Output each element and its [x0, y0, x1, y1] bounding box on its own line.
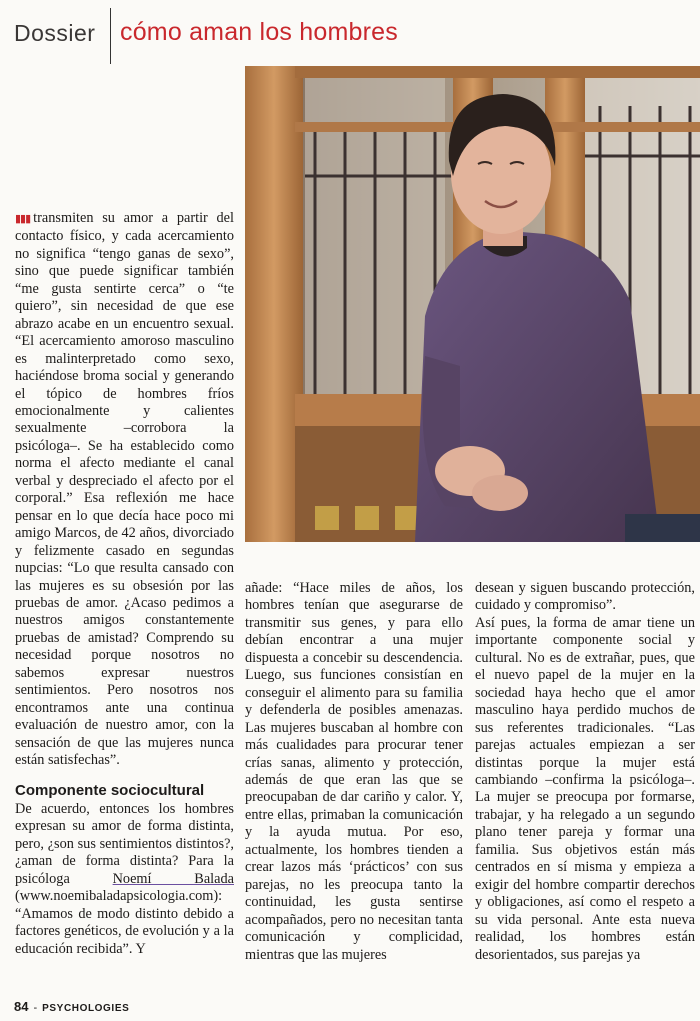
section-title: cómo aman los hombres: [120, 18, 398, 46]
article-column-1: [15, 210, 234, 958]
header-divider: [110, 8, 111, 64]
photo-illustration: [245, 66, 700, 542]
subheading: Componente sociocultural: [15, 781, 205, 799]
paragraph-text: De acuerdo, entonces los hombres expresan su amor de forma distinta, pero, ¿son sus sentimientos distintos?, ¿aman de forma distinta? Para la psicóloga: [15, 800, 234, 887]
page-footer: [14, 998, 129, 1016]
section-label: Dossier: [14, 20, 96, 46]
footer-separator: -: [33, 1002, 38, 1014]
magazine-brand: PSYCHOLOGIES: [42, 1003, 130, 1014]
paragraph: desean y siguen buscando protección, cuidado y compromiso”.: [475, 580, 695, 614]
paragraph: [15, 801, 234, 958]
article-column-3: [475, 580, 695, 964]
page-header: [14, 8, 694, 60]
article-photo: [245, 66, 700, 542]
paragraph: añade: “Hace miles de años, los hombres tenían que asegurarse de transmitir sus genes, y para ello debían encontrar a una mujer dispuesta a concebir su descendencia. Luego, sus funciones consistían en conseguir el alimento para su familia y defenderla de posibles amenazas. Las mujeres buscaban al hombre con más cualidades para procurar tener crías sanas, alimento y protección, además de que eran las que se preocupaban de dar cariño y calor. Y, entre ellas, primaban la comunicación y la ayuda mutua. Por eso, actualmente, los hombres tienden a crear lazos más ‘prácticos’ con sus parejas, no les preocupa tanto la continuidad, les gusta sentirse acompañados, pero no necesitan tanta comunicación y complicidad, mientras que las mujeres: [245, 580, 463, 963]
psychologist-name: Noemí Balada: [112, 870, 234, 887]
paragraph: Así pues, la forma de amar tiene un importante componente social y cultural. No es de extrañar, pues, que el nuevo papel de la mujer en la sociedad haya hecho que el amor masculino haya perdido muchos de sus referentes tradicionales. “Las parejas actuales empiezan a ser distintas porque la mujer está cambiando –confirma la psicóloga–. La mujer se preocupa por formarse, trabajar, y ha relegado a un segundo plano tener pareja y formar una familia. Sus objetivos están más centrados en sí misma y empieza a exigir del hombre compartir derechos y obligaciones, así como el respeto a su vida personal. Ante esta nueva realidad, los hombres están desorientados, sus parejas ya: [475, 614, 695, 963]
section-marker-icon: ▮▮▮: [15, 213, 31, 225]
paragraph-text: (www.noemibaladapsicologia.com): “Amamos de modo distinto debido a factores genéticos, de evolución y a la educación recibida”. Y: [15, 888, 234, 957]
article-column-2: [245, 580, 463, 964]
paragraph-text: transmiten su amor a partir del contacto físico, y cada acercamiento no significa “tengo ganas de sexo”, sino que puede significar también “me gusta sentirte cerca” o “te quiero”, sin necesidad de que ese abrazo acabe en un encuentro sexual. “El acercamiento amoroso masculino es malinterpretado como sexo, haciéndose broma social y generando el tópico de hombres fríos emocionalmente y calientes sexualmente –corrobora la psicóloga–. Se ha establecido como norma el afecto mediante el canal verbal y despreciado el afecto por el corporal.” Esa reflexión me hace pensar en lo que decía hace poco mi amigo Marcos, de 42 años, divorciado y felizmente casado en segundas nupcias: “Lo que resulta cansado con las mujeres es su obsesión por las pruebas de amor. ¿Acaso pedimos a nuestros amigos constantemente pruebas de amistad? Comprendo su necesidad porque nosotros no sabemos expresar nuestros sentimientos. Pero nosotros nos encontramos ante una continua evaluación de nuestro amor, con la sensación de que las mujeres nunca están satisfechas”.: [15, 210, 234, 769]
page-number: 84: [14, 999, 29, 1014]
paragraph: [15, 210, 234, 770]
